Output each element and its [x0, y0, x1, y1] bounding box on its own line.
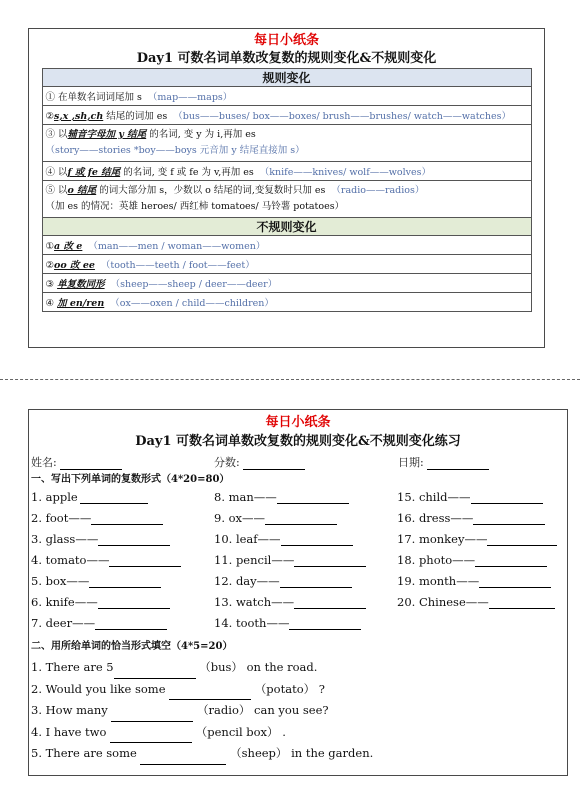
word-hint: （radio）	[197, 703, 251, 717]
word-item	[214, 574, 352, 588]
student-info-row	[29, 450, 567, 470]
rule-number: ②	[45, 111, 55, 122]
word-item	[214, 490, 349, 504]
answer-blank[interactable]	[479, 576, 551, 588]
word-label: 18. photo——	[397, 553, 476, 567]
rule-key: s,x ,sh,ch	[54, 111, 104, 122]
fill-item	[29, 743, 567, 765]
irregular-row	[42, 255, 531, 274]
answer-blank[interactable]	[110, 731, 192, 743]
word-label: 9. ox——	[214, 511, 266, 525]
date-field[interactable]	[398, 454, 489, 470]
rule-key: 加 en/ren	[57, 298, 105, 309]
word-item	[397, 490, 543, 504]
rule-number: ②	[45, 260, 55, 271]
word-item	[397, 511, 545, 525]
fill-item	[29, 700, 567, 722]
rule-example: （bus——buses/ box——boxes/ brush——brushes/ watch——watches）	[173, 111, 511, 122]
answer-blank[interactable]	[98, 534, 170, 546]
rule-text: 的词大部分加 s，少数以 o 结尾的词,变复数时只加 es	[96, 185, 326, 196]
answer-blank[interactable]	[140, 753, 226, 765]
fill-in-list	[29, 657, 567, 765]
sentence-text: can you see?	[254, 703, 329, 717]
irregular-row	[42, 293, 531, 312]
score-label: 分数:	[214, 456, 240, 469]
rule-key: 辅音字母加 y 结尾	[67, 129, 147, 140]
word-label: 14. tooth——	[214, 616, 290, 630]
answer-blank[interactable]	[109, 555, 181, 567]
rule-example: （ox——oxen / child——children）	[110, 298, 274, 309]
answer-blank[interactable]	[111, 710, 193, 722]
answer-blank[interactable]	[98, 597, 170, 609]
word-hint: （sheep）	[230, 746, 288, 760]
rule-number: ③ 以	[45, 129, 68, 140]
fill-item	[29, 657, 567, 679]
rule-row	[42, 181, 531, 218]
word-label: 4. tomato——	[31, 553, 110, 567]
word-item	[31, 490, 148, 504]
answer-blank[interactable]	[489, 597, 555, 609]
irregular-row	[42, 274, 531, 293]
rule-number: ④ 以	[45, 167, 68, 178]
rule-number: ①	[45, 241, 55, 252]
word-label: 2. foot——	[31, 511, 92, 525]
sentence-text: 1. There are 5	[31, 660, 114, 674]
word-item	[31, 574, 161, 588]
word-label: 5. box——	[31, 574, 90, 588]
rule-example: （knife——knives/ wolf——wolves）	[259, 167, 431, 178]
answer-blank[interactable]	[114, 667, 196, 679]
exercise-card	[28, 409, 568, 776]
sentence-text: 4. I have two	[31, 724, 111, 739]
rule-example: （map——maps）	[147, 92, 233, 103]
word-item	[214, 553, 366, 567]
word-label: 19. month——	[397, 574, 480, 588]
word-item	[397, 532, 557, 546]
word-hint: （pencil box）	[195, 724, 279, 739]
card-title: 每日小纸条	[253, 33, 319, 48]
word-hint: （bus）	[199, 660, 243, 674]
answer-blank[interactable]	[289, 618, 361, 630]
rule-text: ① 在单数名词词尾加 s	[45, 92, 142, 103]
word-item	[397, 553, 547, 567]
answer-blank[interactable]	[89, 576, 161, 588]
rule-key: f 或 fe 结尾	[67, 167, 121, 178]
word-item	[31, 616, 167, 630]
rule-key: o 结尾	[67, 185, 97, 196]
card-subtitle: Day1 可数名词单数改复数的规则变化&不规则变化练习	[135, 434, 461, 449]
date-blank[interactable]	[427, 458, 489, 470]
word-label: 10. leaf——	[214, 532, 281, 546]
word-item	[31, 553, 181, 567]
word-item	[214, 511, 337, 525]
score-field[interactable]	[214, 454, 305, 470]
word-hint: （potato）	[254, 681, 316, 696]
word-label: 1. apple	[31, 490, 78, 504]
word-item	[31, 595, 170, 609]
rule-row	[42, 87, 531, 106]
answer-blank[interactable]	[475, 555, 547, 567]
rule-key: 单复数同形	[57, 279, 105, 290]
word-label: 15. child——	[397, 490, 471, 504]
word-label: 16. dress——	[397, 511, 474, 525]
card-title: 每日小纸条	[265, 415, 331, 430]
rule-text: 结尾的词加 es	[103, 111, 168, 122]
answer-blank[interactable]	[80, 492, 148, 504]
sentence-text: ?	[318, 681, 325, 696]
name-label: 姓名:	[31, 456, 57, 469]
name-blank[interactable]	[60, 458, 122, 470]
rule-key: a 改 e	[54, 241, 83, 252]
sentence-text: 3. How many	[31, 703, 112, 717]
card-subtitle: Day1 可数名词单数改复数的规则变化&不规则变化	[136, 51, 437, 66]
word-label: 20. Chinese——	[397, 595, 489, 609]
sentence-text: 2. Would you like some	[31, 681, 170, 696]
rule-example: （sheep——sheep / deer——deer）	[110, 279, 278, 290]
word-item	[31, 511, 163, 525]
word-label: 11. pencil——	[214, 553, 295, 567]
rule-key: oo 改 ee	[54, 260, 95, 271]
answer-blank[interactable]	[277, 492, 349, 504]
sentence-text: .	[282, 724, 286, 739]
rules-table	[42, 68, 532, 312]
answer-blank[interactable]	[91, 513, 163, 525]
rule-number: ④	[45, 298, 55, 309]
rule-example: （加 es 的情况：英雄 heroes/ 西红柿 tomatoes/ 马铃薯 potatoes）	[45, 201, 345, 212]
word-grid	[29, 490, 567, 637]
rule-example: （man——men / woman——women）	[88, 241, 266, 252]
rules-card	[28, 28, 545, 348]
word-item	[214, 532, 353, 546]
rule-text: 的名词, 变 f 或 fe 为 v,再加 es	[120, 167, 254, 178]
rule-text: 的名词, 变 y 为 i,再加 es	[146, 129, 256, 140]
answer-blank[interactable]	[471, 492, 543, 504]
answer-blank[interactable]	[169, 688, 251, 700]
sentence-text: in the garden.	[291, 746, 374, 760]
rule-row	[42, 125, 531, 162]
irregular-row	[42, 236, 531, 255]
cut-line	[0, 379, 580, 380]
word-item	[397, 574, 551, 588]
word-label: 7. deer——	[31, 616, 96, 630]
rule-row	[42, 162, 531, 181]
word-label: 6. knife——	[31, 595, 98, 609]
word-label: 8. man——	[214, 490, 277, 504]
answer-blank[interactable]	[280, 576, 352, 588]
rule-number: ⑤ 以	[45, 185, 68, 196]
word-label: 13. watch——	[214, 595, 295, 609]
answer-blank[interactable]	[95, 618, 167, 630]
answer-blank[interactable]	[281, 534, 353, 546]
name-field[interactable]	[31, 454, 122, 470]
answer-blank[interactable]	[265, 513, 337, 525]
word-item	[214, 595, 366, 609]
word-item	[31, 532, 170, 546]
irregular-header: 不规则变化	[42, 218, 531, 236]
word-label: 12. day——	[214, 574, 280, 588]
rule-example: （tooth——teeth / foot——feet）	[100, 260, 255, 271]
word-label: 17. monkey——	[397, 532, 488, 546]
fill-item	[29, 722, 567, 744]
fill-item	[29, 679, 567, 701]
date-label: 日期:	[398, 456, 424, 469]
answer-blank[interactable]	[294, 597, 366, 609]
word-label: 3. glass——	[31, 532, 99, 546]
rule-example: （story——stories *boy——boys 元音加 y 结尾直接加 s）	[45, 145, 305, 156]
sentence-text: 5. There are some	[31, 746, 141, 760]
rule-row	[42, 106, 531, 125]
section-heading: 一、写出下列单词的复数形式（4*20=80）	[31, 474, 230, 485]
section-heading: 二、用所给单词的恰当形式填空（4*5=20）	[31, 641, 233, 652]
rule-number: ③	[45, 279, 55, 290]
answer-blank[interactable]	[473, 513, 545, 525]
sentence-text: on the road.	[246, 660, 318, 674]
answer-blank[interactable]	[294, 555, 366, 567]
answer-blank[interactable]	[487, 534, 557, 546]
rule-example: （radio——radios）	[331, 185, 425, 196]
word-item	[214, 616, 361, 630]
score-blank[interactable]	[243, 458, 305, 470]
word-item	[397, 595, 555, 609]
regular-header: 规则变化	[42, 69, 531, 87]
